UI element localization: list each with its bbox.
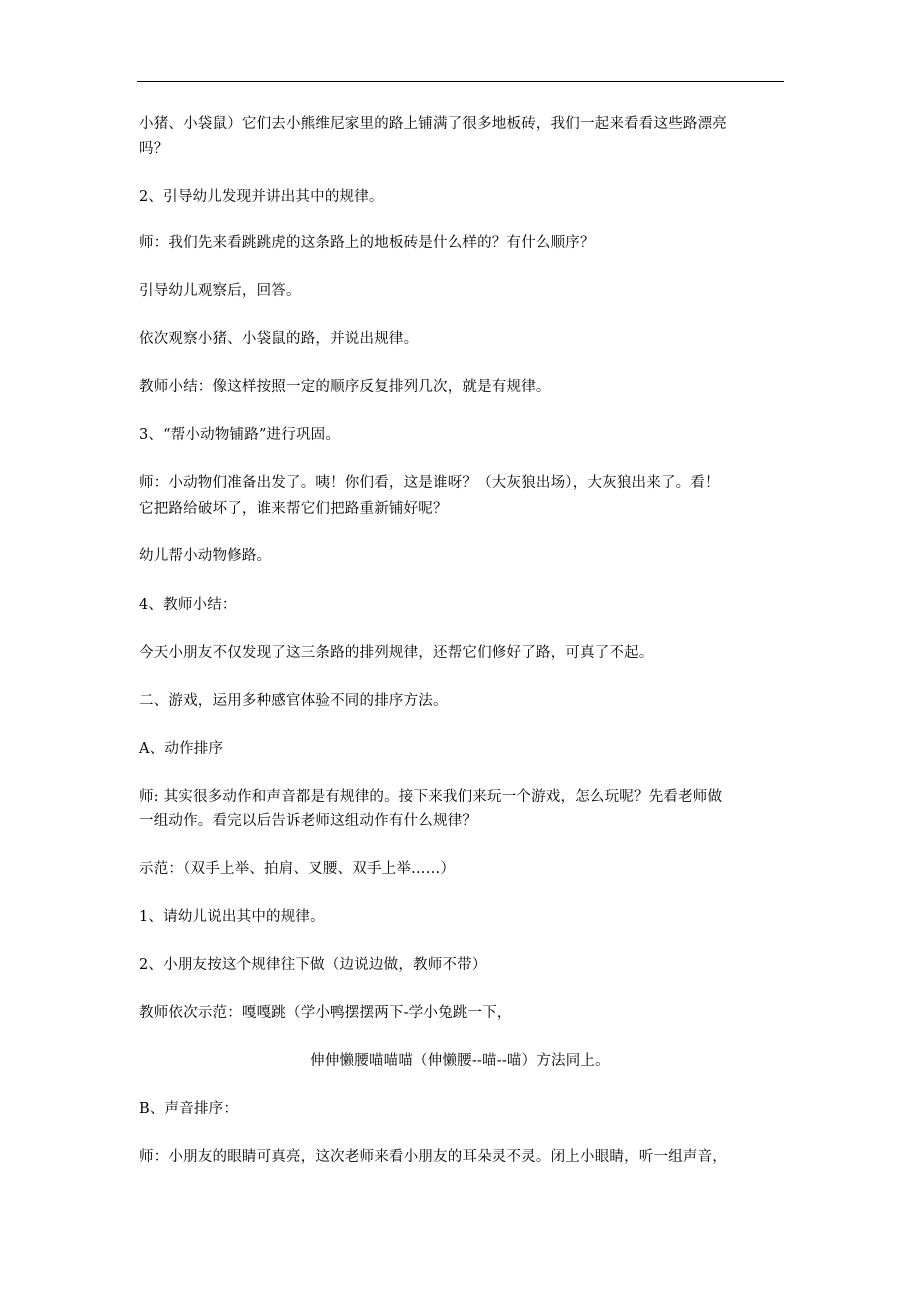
paragraph-line: 依次观察小猪、小袋鼠的路，并说出规律。 — [139, 331, 419, 347]
paragraph-line: 引导幼儿观察后，回答。 — [139, 283, 301, 299]
paragraph-line: 师：小朋友的眼睛可真亮，这次老师来看小朋友的耳朵灵不灵。闭上小眼睛，听一组声音， — [139, 1149, 727, 1165]
centered-line: 伸伸懒腰喵喵喵（伸懒腰--喵--喵）方法同上。 — [310, 1053, 610, 1069]
paragraph-line: 师：小动物们准备出发了。咦！你们看，这是谁呀？（大灰狼出场），大灰狼出来了。看！ — [139, 475, 720, 491]
section-heading: A、动作排序 — [139, 741, 224, 757]
section-heading: 3、“帮小动物铺路”进行巩固。 — [139, 427, 341, 443]
section-heading: B、声音排序： — [139, 1101, 239, 1117]
paragraph-line: 师: 其实很多动作和声音都是有规律的。接下来我们来玩一个游戏，怎么玩呢？先看老师做 — [139, 789, 723, 805]
paragraph-line: 今天小朋友不仅发现了这三条路的排列规律，还帮它们修好了路，可真了不起。 — [139, 645, 654, 661]
section-heading: 4、教师小结： — [139, 597, 237, 613]
paragraph-line: 幼儿帮小动物修路。 — [139, 548, 272, 564]
paragraph-line: 一组动作。看完以后告诉老师这组动作有什么规律？ — [139, 813, 478, 829]
paragraph-line: 教师小结：像这样按照一定的顺序反复排列几次，就是有规律。 — [139, 379, 551, 395]
paragraph-line: 师：我们先来看跳跳虎的这条路上的地板砖是什么样的？有什么顺序？ — [139, 235, 595, 251]
header-rule — [137, 81, 784, 82]
section-heading: 2、引导幼儿发现并讲出其中的规律。 — [139, 189, 384, 205]
paragraph-line: 2、小朋友按这个规律往下做（边说边做，教师不带） — [139, 957, 487, 973]
paragraph-line: 示范：（双手上举、拍肩、叉腰、双手上举……） — [139, 861, 456, 877]
section-heading: 二、游戏，运用多种感官体验不同的排序方法。 — [139, 693, 448, 709]
paragraph-line: 它把路给破坏了，谁来帮它们把路重新铺好呢？ — [139, 501, 448, 517]
paragraph-line: 1、请幼儿说出其中的规律。 — [139, 909, 325, 925]
paragraph-line: 吗？ — [139, 141, 169, 157]
paragraph-line: 教师依次示范：嘎嘎跳（学小鸭摆摆两下-学小兔跳一下， — [139, 1005, 512, 1021]
paragraph-line: 小猪、小袋鼠）它们去小熊维尼家里的路上铺满了很多地板砖，我们一起来看看这些路漂亮 — [139, 116, 727, 132]
